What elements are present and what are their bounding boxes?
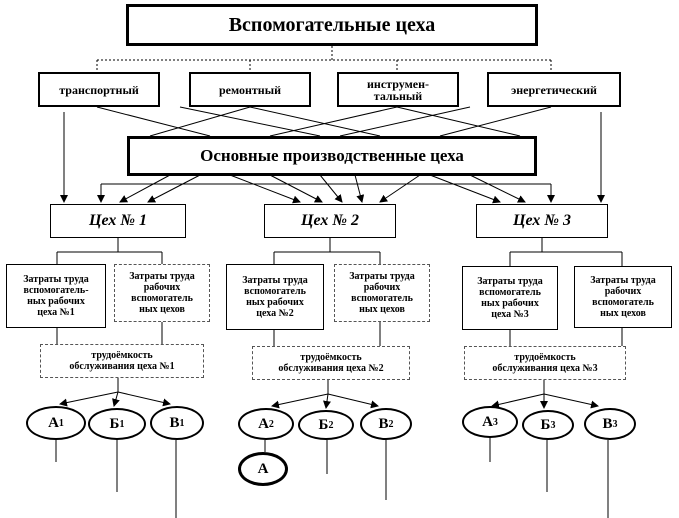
node-index: 3 — [550, 419, 556, 431]
node-letter: А — [48, 414, 59, 431]
cost-line: ных рабочих — [27, 296, 85, 307]
node-v2 — [360, 408, 412, 440]
category-tool — [337, 72, 459, 107]
cost-line: Затраты труда — [477, 276, 543, 287]
labor-line: трудоёмкость — [514, 352, 576, 363]
node-a-extra — [238, 452, 288, 486]
cost-line: вспомогатель- — [23, 285, 89, 296]
labor-line: обслуживания цеха №2 — [278, 363, 384, 374]
workshop-1 — [50, 204, 186, 238]
category-label: тальный — [373, 88, 423, 103]
cost-line: вспомогатель — [479, 287, 541, 298]
cost-line: ных цехов — [139, 304, 185, 315]
node-letter: Б — [109, 415, 120, 432]
workshop-label: Цех № 1 — [89, 212, 147, 229]
node-index: 2 — [268, 418, 274, 430]
cost-aux-shops-3 — [574, 266, 672, 328]
main-production-shops — [127, 136, 537, 176]
cost-line: рабочих — [363, 282, 401, 293]
node-index: 2 — [388, 418, 394, 430]
category-transport — [38, 72, 160, 107]
cost-aux-workers-1 — [6, 264, 106, 328]
workshop-2 — [264, 204, 396, 238]
auxiliary-shops-title — [126, 4, 538, 46]
labor-line: обслуживания цеха №1 — [69, 361, 175, 372]
category-energy — [487, 72, 621, 107]
labor-intensity-1 — [40, 344, 204, 378]
node-letter: А — [482, 413, 493, 430]
node-b1 — [88, 408, 146, 440]
labor-intensity-2 — [252, 346, 410, 380]
node-letter: Б — [318, 416, 329, 433]
workshop-label: Цех № 3 — [513, 212, 571, 229]
workshop-3 — [476, 204, 608, 238]
labor-line: трудоёмкость — [91, 350, 153, 361]
cost-line: ных рабочих — [246, 297, 304, 308]
cost-aux-workers-2 — [226, 264, 324, 330]
node-letter: А — [257, 460, 269, 477]
cost-line: Затраты труда — [129, 271, 195, 282]
node-letter: В — [378, 415, 389, 432]
cost-aux-shops-1 — [114, 264, 210, 322]
node-letter: А — [258, 415, 269, 432]
node-index: 1 — [58, 417, 64, 429]
cost-line: цеха №3 — [491, 309, 529, 320]
cost-line: вспомогатель — [244, 286, 306, 297]
cost-line: Затраты труда — [23, 274, 89, 285]
category-label: ремонтный — [218, 82, 282, 97]
cost-line: цеха №2 — [256, 308, 294, 319]
category-repair — [189, 72, 311, 107]
node-letter: В — [602, 415, 613, 432]
main-text: Основные производственные цеха — [200, 146, 464, 165]
cost-line: ных цехов — [359, 304, 405, 315]
cost-line: вспомогатель — [351, 293, 413, 304]
cost-line: вспомогатель — [131, 293, 193, 304]
node-index: 1 — [119, 418, 125, 430]
cost-line: Затраты труда — [349, 271, 415, 282]
node-letter: В — [169, 414, 180, 431]
cost-line: ных рабочих — [481, 298, 539, 309]
node-a3 — [462, 406, 518, 438]
node-v3 — [584, 408, 636, 440]
node-letter: Б — [540, 416, 551, 433]
cost-aux-shops-2 — [334, 264, 430, 322]
node-v1 — [150, 406, 204, 440]
workshop-label: Цех № 2 — [301, 212, 359, 229]
node-index: 1 — [179, 417, 185, 429]
cost-line: цеха №1 — [37, 307, 75, 318]
node-a1 — [26, 406, 86, 440]
node-index: 3 — [612, 418, 618, 430]
labor-line: обслуживания цеха №3 — [492, 363, 598, 374]
node-b3 — [522, 410, 574, 440]
category-label: энергетический — [511, 82, 597, 97]
node-a2 — [238, 408, 294, 440]
title-text: Вспомогательные цеха — [228, 13, 436, 36]
cost-line: рабочих — [143, 282, 181, 293]
cost-line: Затраты труда — [590, 275, 656, 286]
cost-line: рабочих — [604, 286, 642, 297]
cost-aux-workers-3 — [462, 266, 558, 330]
cost-line: вспомогатель — [592, 297, 654, 308]
category-label: инструмен- — [367, 76, 429, 91]
labor-intensity-3 — [464, 346, 626, 380]
category-label: транспортный — [59, 82, 139, 97]
cost-line: ных цехов — [600, 308, 646, 319]
node-b2 — [298, 410, 354, 440]
cost-line: Затраты труда — [242, 275, 308, 286]
node-index: 2 — [328, 419, 334, 431]
node-index: 3 — [492, 416, 498, 428]
labor-line: трудоёмкость — [300, 352, 362, 363]
